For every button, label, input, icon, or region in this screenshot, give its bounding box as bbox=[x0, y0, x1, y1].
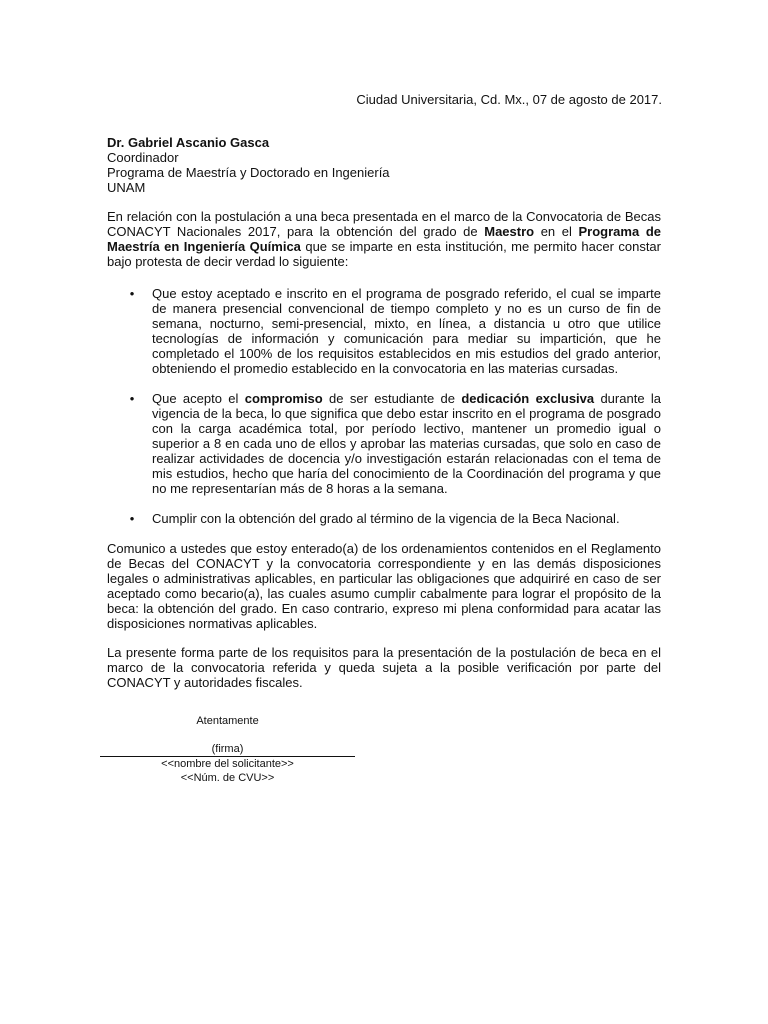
bullet2-text-1: Que acepto el bbox=[152, 391, 245, 406]
closing-text: Atentamente bbox=[196, 715, 259, 727]
bullet-icon: • bbox=[129, 511, 135, 526]
cvu-placeholder: <<Núm. de CVU>> bbox=[180, 772, 275, 784]
recipient-block bbox=[107, 135, 667, 195]
date-line: Ciudad Universitaria, Cd. Mx., 07 de agosto de 2017. bbox=[356, 92, 662, 107]
bullet2-text-2: de ser estudiante de bbox=[322, 391, 462, 406]
applicant-name-placeholder: <<nombre del solicitante>> bbox=[161, 758, 294, 770]
recipient-institution: UNAM bbox=[107, 180, 146, 195]
intro-paragraph bbox=[107, 209, 661, 269]
intro-program: Programa de Maestría en Ingeniería Química bbox=[107, 224, 661, 254]
intro-text-3: que se imparte en esta institución, me permito hacer constar bajo protesta de decir verdad lo siguiente: bbox=[107, 239, 661, 269]
presente-paragraph: La presente forma parte de los requisitos para la presentación de la postulación de beca en el marco de la convocatoria referida y queda sujeta a la posible verificación por parte del CONACYT y autoridades fiscales. bbox=[107, 645, 661, 690]
bullet2-bold-2: dedicación exclusiva bbox=[461, 391, 595, 406]
recipient-program: Programa de Maestría y Doctorado en Ingeniería bbox=[107, 165, 390, 180]
signature-line: (firma) bbox=[100, 742, 355, 757]
bullet-text bbox=[152, 391, 661, 496]
comunico-paragraph: Comunico a ustedes que estoy enterado(a) de los ordenamientos contenidos en el Reglamento de Becas del CONACYT y la convocatoria correspondiente y en las demás disposiciones legales o administrativas aplicables, en particular las obligaciones que adquiriré en caso de ser aceptado como becario(a), las cuales asumo cumplir cabalmente para lograr el propósito de la beca: la obtención del grado. En caso contrario, expreso mi plena conformidad para acatar las disposiciones normativas aplicables. bbox=[107, 541, 661, 631]
bullet2-text-3: durante la vigencia de la beca, lo que significa que debo estar inscrito en el programa de posgrado con la carga académica total, por período lectivo, mantener un promedio igual o superior a 8 en cada uno de ellos y aprobar las materias cursadas, que solo en caso de realizar actividades de docencia y/o investigación estarán relacionadas con el tema de mis estudios, hecho que haría del conocimiento de la Coordinación del programa y que no me representarían más de 8 horas a la semana. bbox=[152, 391, 661, 496]
recipient-name: Dr. Gabriel Ascanio Gasca bbox=[107, 135, 270, 150]
intro-text-2: en el bbox=[534, 224, 579, 239]
intro-degree: Maestro bbox=[484, 224, 535, 239]
recipient-role: Coordinador bbox=[107, 150, 179, 165]
bullet2-bold-1: compromiso bbox=[244, 391, 323, 406]
bullet-text: Que estoy aceptado e inscrito en el programa de posgrado referido, el cual se imparte de manera presencial convencional de tiempo completo y no es un curso de fin de semana, nocturno, semi-presencial, mixto, en línea, a distancia u otro que utilice tecnologías de información y comunicación para mediar su impartición, que he completado el 100% de los requisitos establecidos en mis estudios del grado anterior, obteniendo el promedio establecido en la convocatoria en las materias cursadas. bbox=[152, 286, 661, 376]
bullet-icon: • bbox=[129, 391, 135, 406]
bullet-text: Cumplir con la obtención del grado al término de la vigencia de la Beca Nacional. bbox=[152, 511, 620, 526]
signature-block bbox=[100, 714, 355, 785]
intro-text-1: En relación con la postulación a una beca presentada en el marco de la Convocatoria de Becas CONACYT Nacionales 2017, para la obtención del grado de bbox=[107, 209, 661, 239]
bullet-icon: • bbox=[129, 286, 135, 301]
